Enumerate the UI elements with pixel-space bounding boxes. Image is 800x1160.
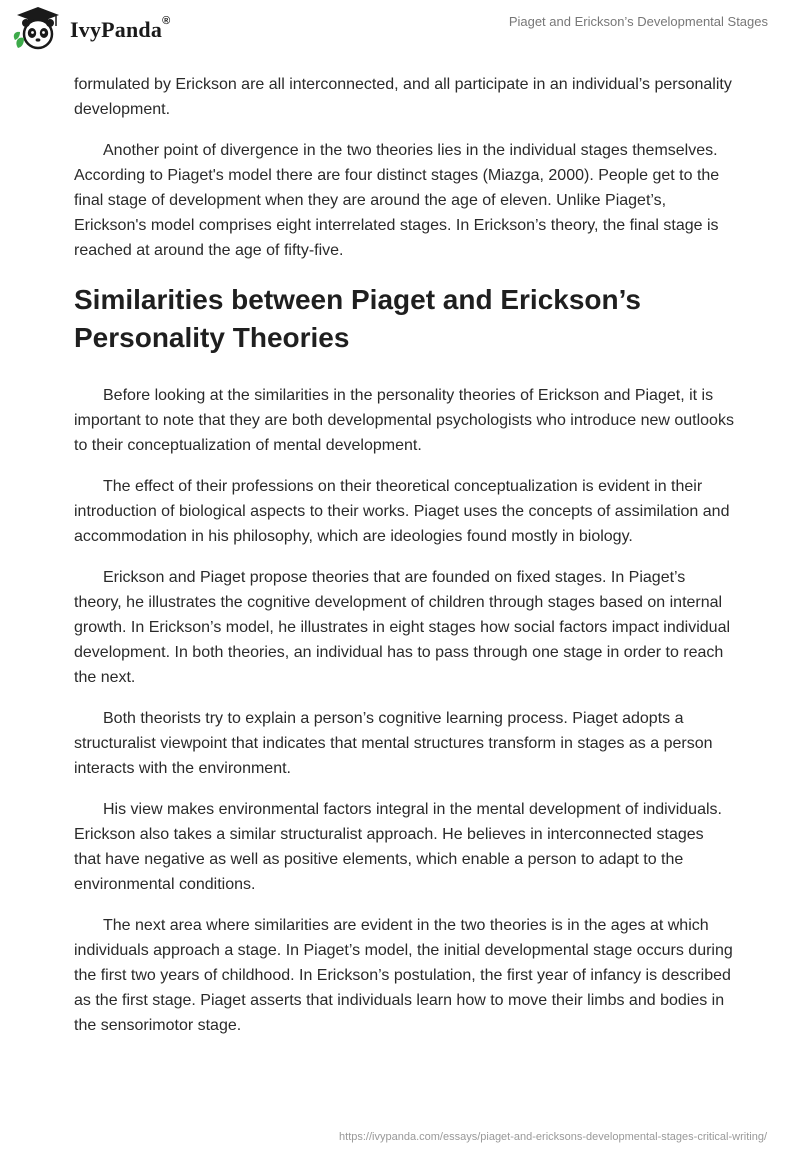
brand-name: IvyPanda®: [70, 15, 171, 42]
paragraph-view: His view makes environmental factors integral in the mental development of individuals. Erickson also takes a similar structuralist approach. He believes in interconnected stages that have negative as well as positive elements, which enable a person to adapt to the environmental conditions.: [74, 801, 722, 893]
source-url-link[interactable]: https://ivypanda.com/essays/piaget-and-ericksons-developmental-stages-critical-writing/: [339, 1131, 767, 1143]
panda-graduate-logo-icon: [12, 4, 64, 57]
section-heading: Similarities between Piaget and Erickson’s Personality Theories: [74, 284, 641, 353]
paragraph-ages: The next area where similarities are evident in the two theories is in the ages at which individuals approach a stage. In Piaget’s model, the initial developmental stage occurs during the first two years of childhood. In Erickson’s postulation, the first year of infancy is described as the first stage. Piaget asserts that individuals learn how to move their limbs and bodies in the sensorimotor stage.: [74, 917, 733, 1034]
essay-content: [74, 72, 734, 1054]
paragraph-continuation: formulated by Erickson are all interconnected, and all participate in an individual’s personality development.: [74, 76, 732, 118]
paragraph-theorists: Both theorists try to explain a person’s cognitive learning process. Piaget adopts a structuralist viewpoint that indicates that mental structures transform in stages as a person interacts with the environment.: [74, 710, 713, 777]
paragraph-before: Before looking at the similarities in the personality theories of Erickson and Piaget, it is important to note that they are both developmental psychologists who introduce new outlooks to their conceptualization of mental development.: [74, 387, 734, 454]
paragraph-divergence: Another point of divergence in the two theories lies in the individual stages themselves. According to Piaget's model there are four distinct stages (Miazga, 2000). People get to the final stage of development when they are around the age of eleven. Unlike Piaget’s, Erickson's model comprises eight interrelated stages. In Erickson’s theory, the final stage is reached at around the age of fifty-five.: [74, 142, 720, 259]
registered-mark: ®: [162, 15, 171, 27]
paragraph-fixed-stages: Erickson and Piaget propose theories that are founded on fixed stages. In Piaget’s theory, he illustrates the cognitive development of children through stages based on internal growth. In Erickson’s model, he illustrates in eight stages how social factors impact individual development. In both theories, an individual has to pass through one stage in order to reach the next.: [74, 569, 731, 686]
paragraph-effect: The effect of their professions on their theoretical conceptualization is evident in their introduction of biological aspects to their works. Piaget uses the concepts of assimilation and accommodation in his philosophy, which are ideologies found mostly in biology.: [74, 478, 730, 545]
page-header: [0, 0, 800, 64]
ivypanda-logo[interactable]: [12, 8, 170, 52]
document-title: Piaget and Erickson’s Developmental Stages: [508, 14, 768, 29]
